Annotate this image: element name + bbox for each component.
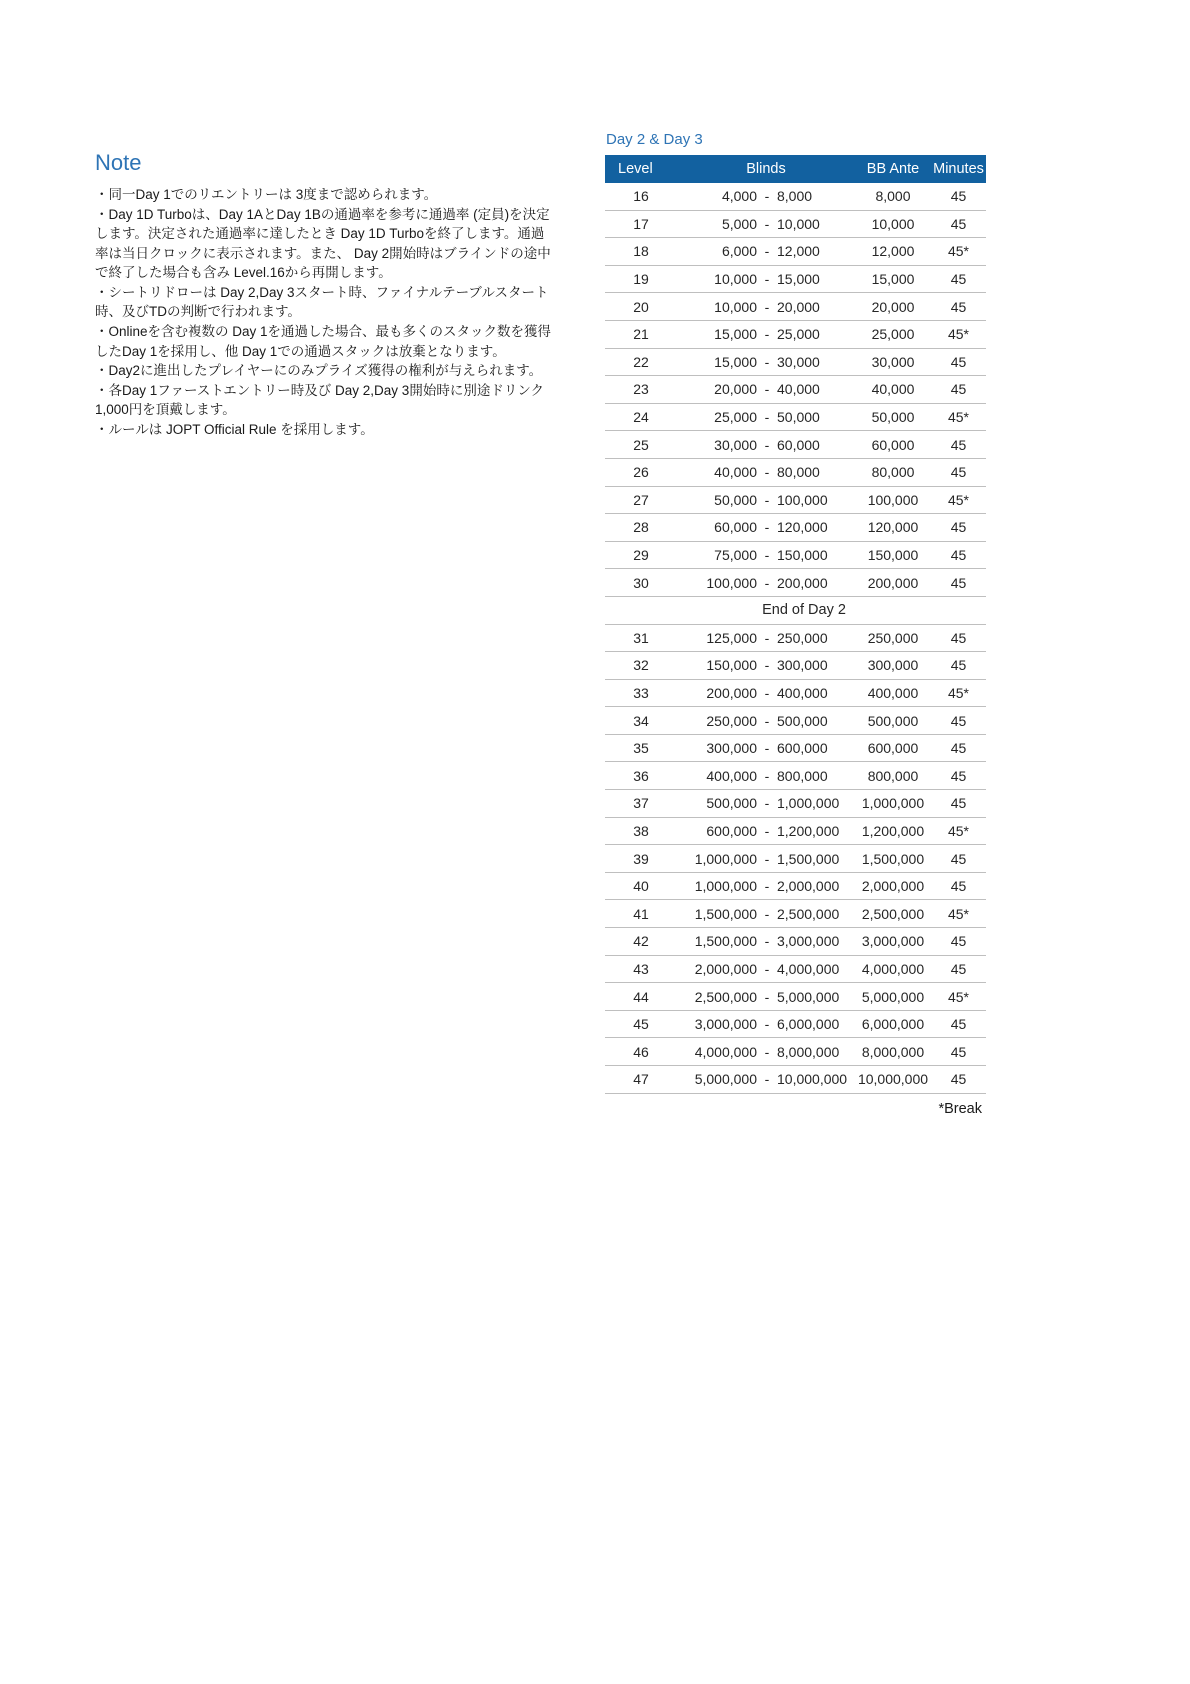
note-list [95, 185, 557, 439]
blinds-cell [677, 878, 855, 894]
blinds-dash: - [764, 243, 770, 260]
blinds-cell [677, 823, 855, 839]
small-blind-value: 75,000 [714, 547, 757, 564]
note-item: ・ルールは JOPT Official Rule を採用します。 [95, 421, 374, 437]
level-cell: 36 [633, 767, 649, 784]
bb-ante-cell: 1,200,000 [861, 822, 925, 839]
bb-ante-cell: 150,000 [867, 547, 919, 564]
blinds-cell [677, 464, 855, 480]
note-item: ・Day 1D Turboは、Day 1AとDay 1Bの通過率を参考に通過率 (定員)を決定します。決定された通過率に達したとき Day 1D Turboを終了します。通過率は当日クロックに表示されます。また、 Day 2開始時はブラインドの途中で終了した場合も含み Level.16から再開します。 [95, 206, 551, 281]
table-row [605, 542, 986, 570]
level-cell: 41 [633, 905, 649, 922]
level-cell: 17 [633, 215, 649, 232]
minutes-cell: 45 [950, 960, 967, 977]
small-blind-value: 10,000 [714, 298, 757, 315]
big-blind-value: 30,000 [777, 353, 820, 370]
table-row [605, 376, 986, 404]
note-item: ・シートリドローは Day 2,Day 3スタート時、ファイナルテーブルスタート時、及びTDの判断で行われます。 [95, 284, 549, 320]
small-blind-value: 250,000 [706, 712, 757, 729]
small-blind-value: 5,000 [721, 215, 757, 232]
level-cell: 43 [633, 960, 649, 977]
level-cell: 29 [633, 547, 649, 564]
bb-ante-cell: 100,000 [867, 491, 919, 508]
level-cell: 19 [633, 271, 649, 288]
note-item: ・各Day 1ファーストエントリー時及び Day 2,Day 3開始時に別途ドリンク 1,000円を頂戴します。 [95, 382, 545, 418]
blinds-cell [677, 492, 855, 508]
small-blind-value: 1,000,000 [694, 878, 757, 895]
blinds-cell [677, 630, 855, 646]
blinds-cell [677, 961, 855, 977]
bb-ante-cell: 60,000 [871, 436, 915, 453]
blinds-dash: - [764, 519, 770, 536]
blinds-cell [677, 768, 855, 784]
blinds-cell [677, 271, 855, 287]
blinds-dash: - [764, 326, 770, 343]
blinds-dash: - [764, 850, 770, 867]
blinds-dash: - [764, 657, 770, 674]
bb-ante-cell: 50,000 [871, 409, 915, 426]
blinds-dash: - [764, 905, 770, 922]
blinds-dash: - [764, 409, 770, 426]
end-of-day-label: End of Day 2 [762, 602, 846, 619]
table-header-row [605, 155, 986, 183]
table-row [605, 956, 986, 984]
minutes-cell: 45 [950, 795, 967, 812]
blinds-dash: - [764, 1016, 770, 1033]
table-row [605, 487, 986, 515]
small-blind-value: 200,000 [706, 684, 757, 701]
table-row [605, 818, 986, 846]
table-row [605, 983, 986, 1011]
blinds-cell [677, 575, 855, 591]
table-row [605, 404, 986, 432]
blinds-dash: - [764, 547, 770, 564]
big-blind-value: 10,000 [777, 215, 820, 232]
minutes-cell: 45 [950, 740, 967, 757]
minutes-cell: 45 [950, 464, 967, 481]
small-blind-value: 50,000 [714, 491, 757, 508]
level-cell: 44 [633, 988, 649, 1005]
minutes-cell: 45* [947, 243, 970, 260]
bb-ante-cell: 8,000,000 [861, 1043, 925, 1060]
small-blind-value: 3,000,000 [694, 1016, 757, 1033]
level-cell: 18 [633, 243, 649, 260]
minutes-cell: 45 [950, 381, 967, 398]
table-row [605, 707, 986, 735]
bb-ante-cell: 500,000 [867, 712, 919, 729]
level-cell: 42 [633, 933, 649, 950]
end-of-day-row [605, 597, 986, 625]
blinds-dash: - [764, 740, 770, 757]
small-blind-value: 300,000 [706, 740, 757, 757]
blind-structure-section [605, 131, 986, 1117]
header-minutes: Minutes [933, 161, 984, 177]
big-blind-value: 8,000 [777, 188, 813, 205]
bb-ante-cell: 6,000,000 [861, 1016, 925, 1033]
level-cell: 38 [633, 822, 649, 839]
table-row [605, 1011, 986, 1039]
bb-ante-cell: 400,000 [867, 684, 919, 701]
level-cell: 27 [633, 491, 649, 508]
big-blind-value: 6,000,000 [777, 1016, 840, 1033]
big-blind-value: 1,500,000 [777, 850, 840, 867]
bb-ante-cell: 30,000 [871, 353, 915, 370]
big-blind-value: 250,000 [777, 629, 828, 646]
level-cell: 16 [633, 188, 649, 205]
big-blind-value: 150,000 [777, 547, 828, 564]
minutes-cell: 45 [950, 271, 967, 288]
minutes-cell: 45 [950, 850, 967, 867]
small-blind-value: 1,500,000 [694, 933, 757, 950]
bb-ante-cell: 3,000,000 [861, 933, 925, 950]
break-footnote: *Break [938, 1100, 982, 1117]
level-cell: 26 [633, 464, 649, 481]
blinds-dash: - [764, 381, 770, 398]
blinds-cell [677, 299, 855, 315]
big-blind-value: 5,000,000 [777, 988, 840, 1005]
blinds-cell [677, 381, 855, 397]
minutes-cell: 45 [950, 215, 967, 232]
table-title: Day 2 & Day 3 [606, 131, 703, 148]
minutes-cell: 45 [950, 767, 967, 784]
blinds-dash: - [764, 767, 770, 784]
blinds-dash: - [764, 271, 770, 288]
table-row [605, 873, 986, 901]
table-row [605, 266, 986, 294]
blinds-cell [677, 188, 855, 204]
blinds-cell [677, 685, 855, 701]
minutes-cell: 45 [950, 353, 967, 370]
bb-ante-cell: 300,000 [867, 657, 919, 674]
blinds-cell [677, 933, 855, 949]
blinds-dash: - [764, 298, 770, 315]
bb-ante-cell: 2,500,000 [861, 905, 925, 922]
big-blind-value: 12,000 [777, 243, 820, 260]
table-row [605, 321, 986, 349]
blinds-dash: - [764, 215, 770, 232]
level-cell: 25 [633, 436, 649, 453]
level-cell: 32 [633, 657, 649, 674]
small-blind-value: 20,000 [714, 381, 757, 398]
note-item: ・Onlineを含む複数の Day 1を通過した場合、最も多くのスタック数を獲得したDay 1を採用し、他 Day 1での通過スタックは放棄となります。 [95, 323, 552, 359]
minutes-cell: 45 [950, 657, 967, 674]
blinds-dash: - [764, 712, 770, 729]
bb-ante-cell: 25,000 [871, 326, 915, 343]
small-blind-value: 25,000 [714, 409, 757, 426]
blinds-cell [677, 989, 855, 1005]
bb-ante-cell: 15,000 [871, 271, 915, 288]
bb-ante-cell: 40,000 [871, 381, 915, 398]
big-blind-value: 500,000 [777, 712, 828, 729]
minutes-cell: 45 [950, 629, 967, 646]
blinds-cell [677, 409, 855, 425]
blinds-dash: - [764, 464, 770, 481]
big-blind-value: 4,000,000 [777, 960, 840, 977]
small-blind-value: 2,500,000 [694, 988, 757, 1005]
table-row [605, 293, 986, 321]
small-blind-value: 100,000 [706, 574, 757, 591]
table-row [605, 459, 986, 487]
minutes-cell: 45 [950, 1071, 967, 1088]
big-blind-value: 800,000 [777, 767, 828, 784]
bb-ante-cell: 12,000 [871, 243, 915, 260]
blinds-dash: - [764, 491, 770, 508]
small-blind-value: 150,000 [706, 657, 757, 674]
blinds-dash: - [764, 574, 770, 591]
blinds-dash: - [764, 1071, 770, 1088]
blinds-cell [677, 906, 855, 922]
level-cell: 20 [633, 298, 649, 315]
table-row [605, 431, 986, 459]
blinds-cell [677, 1071, 855, 1087]
small-blind-value: 5,000,000 [694, 1071, 757, 1088]
table-row [605, 735, 986, 763]
level-cell: 47 [633, 1071, 649, 1088]
table-row [605, 680, 986, 708]
blinds-dash: - [764, 629, 770, 646]
small-blind-value: 15,000 [714, 326, 757, 343]
big-blind-value: 1,000,000 [777, 795, 840, 812]
blinds-dash: - [764, 795, 770, 812]
bb-ante-cell: 5,000,000 [861, 988, 925, 1005]
small-blind-value: 40,000 [714, 464, 757, 481]
big-blind-value: 600,000 [777, 740, 828, 757]
blinds-dash: - [764, 188, 770, 205]
table-row [605, 928, 986, 956]
big-blind-value: 2,000,000 [777, 878, 840, 895]
table-row [605, 652, 986, 680]
minutes-cell: 45* [947, 822, 970, 839]
level-cell: 22 [633, 353, 649, 370]
table-row [605, 845, 986, 873]
small-blind-value: 1,000,000 [694, 850, 757, 867]
big-blind-value: 20,000 [777, 298, 820, 315]
note-item: ・同一Day 1でのリエントリーは 3度まで認められます。 [95, 187, 438, 202]
minutes-cell: 45 [950, 188, 967, 205]
blinds-dash: - [764, 878, 770, 895]
minutes-cell: 45* [947, 684, 970, 701]
small-blind-value: 10,000 [714, 271, 757, 288]
note-section [95, 150, 557, 439]
blinds-dash: - [764, 822, 770, 839]
minutes-cell: 45 [950, 298, 967, 315]
blinds-cell [677, 851, 855, 867]
table-row [605, 569, 986, 597]
big-blind-value: 60,000 [777, 436, 820, 453]
table-row [605, 762, 986, 790]
bb-ante-cell: 8,000 [875, 188, 911, 205]
blinds-cell [677, 1044, 855, 1060]
level-cell: 24 [633, 409, 649, 426]
small-blind-value: 6,000 [721, 243, 757, 260]
bb-ante-cell: 250,000 [867, 629, 919, 646]
header-level: Level [618, 161, 653, 177]
small-blind-value: 500,000 [706, 795, 757, 812]
level-cell: 23 [633, 381, 649, 398]
bb-ante-cell: 80,000 [871, 464, 915, 481]
small-blind-value: 15,000 [714, 353, 757, 370]
level-cell: 40 [633, 878, 649, 895]
minutes-cell: 45* [947, 491, 970, 508]
header-bb-ante: BB Ante [866, 161, 920, 177]
minutes-cell: 45* [947, 409, 970, 426]
blinds-cell [677, 243, 855, 259]
header-blinds: Blinds [746, 161, 786, 177]
minutes-cell: 45 [950, 933, 967, 950]
table-row [605, 1038, 986, 1066]
level-cell: 35 [633, 740, 649, 757]
blinds-table-body [605, 183, 986, 1094]
blinds-dash: - [764, 684, 770, 701]
blinds-dash: - [764, 436, 770, 453]
minutes-cell: 45* [947, 326, 970, 343]
blinds-cell [677, 657, 855, 673]
blinds-cell [677, 1016, 855, 1032]
blinds-cell [677, 795, 855, 811]
blinds-cell [677, 354, 855, 370]
small-blind-value: 2,000,000 [694, 960, 757, 977]
blinds-dash: - [764, 353, 770, 370]
small-blind-value: 60,000 [714, 519, 757, 536]
minutes-cell: 45 [950, 574, 967, 591]
blinds-cell [677, 547, 855, 563]
bb-ante-cell: 4,000,000 [861, 960, 925, 977]
table-row [605, 211, 986, 239]
bb-ante-cell: 2,000,000 [861, 878, 925, 895]
blinds-cell [677, 216, 855, 232]
big-blind-value: 40,000 [777, 381, 820, 398]
table-row [605, 514, 986, 542]
table-row [605, 183, 986, 211]
big-blind-value: 1,200,000 [777, 822, 840, 839]
blinds-cell [677, 713, 855, 729]
level-cell: 37 [633, 795, 649, 812]
note-heading: Note [95, 150, 142, 175]
minutes-cell: 45 [950, 712, 967, 729]
big-blind-value: 400,000 [777, 684, 828, 701]
table-row [605, 1066, 986, 1094]
blinds-cell [677, 437, 855, 453]
big-blind-value: 3,000,000 [777, 933, 840, 950]
small-blind-value: 4,000 [721, 188, 757, 205]
blinds-cell [677, 740, 855, 756]
minutes-cell: 45 [950, 1043, 967, 1060]
level-cell: 21 [633, 326, 649, 343]
blinds-dash: - [764, 1043, 770, 1060]
table-row [605, 790, 986, 818]
minutes-cell: 45* [947, 905, 970, 922]
level-cell: 31 [633, 629, 649, 646]
bb-ante-cell: 10,000,000 [857, 1071, 929, 1088]
bb-ante-cell: 10,000 [871, 215, 915, 232]
level-cell: 45 [633, 1016, 649, 1033]
minutes-cell: 45 [950, 1016, 967, 1033]
big-blind-value: 100,000 [777, 491, 828, 508]
small-blind-value: 1,500,000 [694, 905, 757, 922]
bb-ante-cell: 1,500,000 [861, 850, 925, 867]
level-cell: 33 [633, 684, 649, 701]
level-cell: 28 [633, 519, 649, 536]
small-blind-value: 125,000 [706, 629, 757, 646]
small-blind-value: 600,000 [706, 822, 757, 839]
note-item: ・Day2に進出したプレイヤーにのみプライズ獲得の権利が与えられます。 [95, 363, 543, 379]
level-cell: 39 [633, 850, 649, 867]
bb-ante-cell: 1,000,000 [861, 795, 925, 812]
minutes-cell: 45 [950, 547, 967, 564]
big-blind-value: 120,000 [777, 519, 828, 536]
minutes-cell: 45 [950, 519, 967, 536]
minutes-cell: 45 [950, 878, 967, 895]
table-row [605, 349, 986, 377]
big-blind-value: 2,500,000 [777, 905, 840, 922]
small-blind-value: 4,000,000 [694, 1043, 757, 1060]
small-blind-value: 400,000 [706, 767, 757, 784]
big-blind-value: 8,000,000 [777, 1043, 840, 1060]
big-blind-value: 15,000 [777, 271, 820, 288]
level-cell: 46 [633, 1043, 649, 1060]
big-blind-value: 50,000 [777, 409, 820, 426]
minutes-cell: 45* [947, 988, 970, 1005]
blinds-dash: - [764, 988, 770, 1005]
table-row [605, 625, 986, 653]
big-blind-value: 80,000 [777, 464, 820, 481]
big-blind-value: 10,000,000 [777, 1071, 848, 1088]
table-row [605, 900, 986, 928]
bb-ante-cell: 20,000 [871, 298, 915, 315]
minutes-cell: 45 [950, 436, 967, 453]
level-cell: 30 [633, 574, 649, 591]
big-blind-value: 300,000 [777, 657, 828, 674]
table-row [605, 238, 986, 266]
bb-ante-cell: 120,000 [867, 519, 919, 536]
bb-ante-cell: 800,000 [867, 767, 919, 784]
level-cell: 34 [633, 712, 649, 729]
blinds-dash: - [764, 960, 770, 977]
bb-ante-cell: 200,000 [867, 574, 919, 591]
bb-ante-cell: 600,000 [867, 740, 919, 757]
blinds-cell [677, 519, 855, 535]
big-blind-value: 200,000 [777, 574, 828, 591]
blinds-dash: - [764, 933, 770, 950]
small-blind-value: 30,000 [714, 436, 757, 453]
big-blind-value: 25,000 [777, 326, 820, 343]
blinds-cell [677, 326, 855, 342]
